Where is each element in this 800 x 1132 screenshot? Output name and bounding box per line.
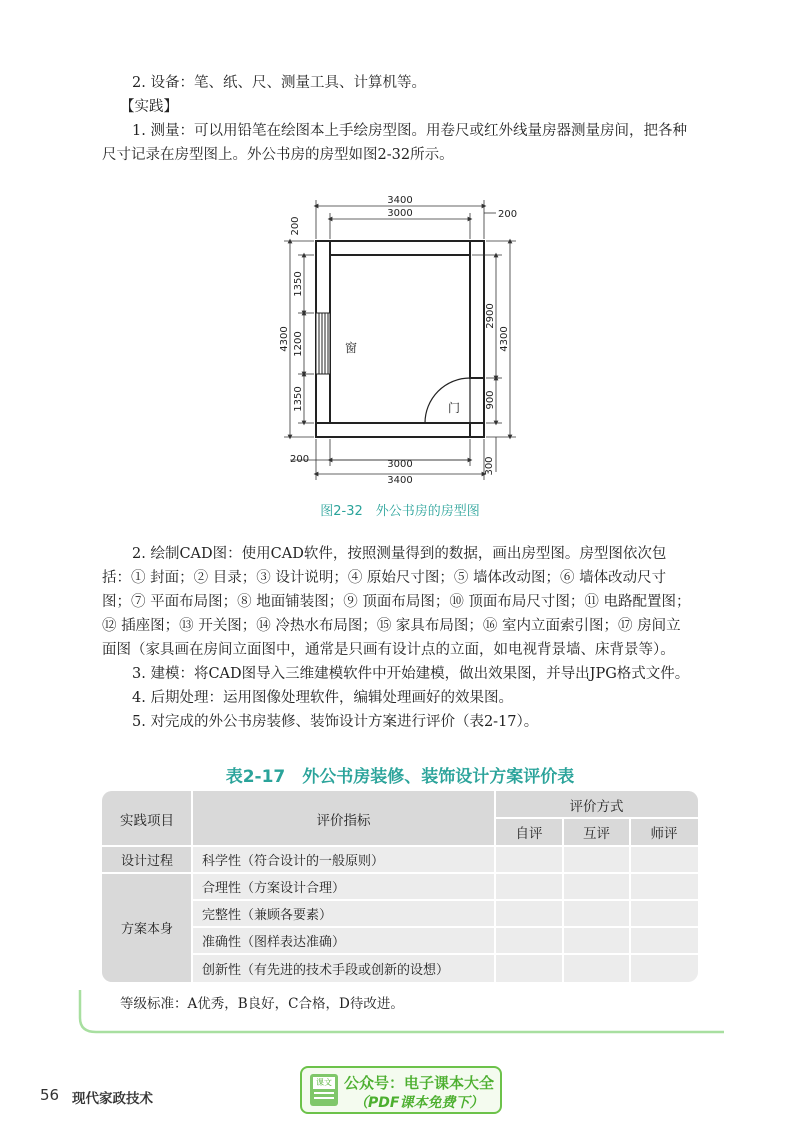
para-evaluate: 5. 对完成的外公书房装修、装饰设计方案进行评价（表2-17）。 <box>132 714 539 730</box>
header-teacher-eval: 师评 <box>650 826 678 842</box>
dim-left-top: 1350 <box>293 271 304 297</box>
book-icon <box>310 1074 338 1106</box>
window-symbol <box>316 313 330 374</box>
dim-left-total: 4300 <box>279 326 290 352</box>
header-peer-eval: 互评 <box>583 826 610 842</box>
book-icon-label: 课文 <box>313 1077 335 1089</box>
section-practice-heading: 【实践】 <box>120 99 178 115</box>
para-measure-1: 1. 测量：可以用铅笔在绘图本上手绘房型图。用卷尺或红外线量房器测量房间，把各种 <box>132 123 687 139</box>
page-number: 56 <box>40 1086 60 1104</box>
para-cad-4: ⑫ 插座图；⑬ 开关图；⑭ 冷热水布局图；⑮ 家具布局图；⑯ 室内立面索引图；⑰ 房间立 <box>102 618 681 634</box>
header-practice-project: 实践项目 <box>120 812 174 829</box>
table-row: 完整性（兼顾各要素） <box>202 908 333 923</box>
dim-bottom-left-wall: 200 <box>290 454 310 465</box>
evaluation-table <box>102 791 698 982</box>
door-label: 门 <box>448 401 461 415</box>
para-measure-2: 尺寸记录在房型图上。外公书房的房型如图2-32所示。 <box>102 147 454 163</box>
dim-right-total: 4300 <box>499 326 510 352</box>
badge-line-1: 公众号：电子课本大全 <box>344 1074 495 1092</box>
group-design-process: 设计过程 <box>120 854 173 869</box>
wechat-badge <box>300 1066 502 1114</box>
dim-left-bottom: 1350 <box>293 386 304 412</box>
badge-line-2: （PDF课本免费下） <box>354 1095 484 1111</box>
dim-bottom-outer: 3400 <box>387 475 413 486</box>
dim-bottom-inner: 3000 <box>387 459 413 470</box>
dim-top-inner: 3000 <box>387 208 413 219</box>
dim-top-right-wall: 200 <box>498 209 518 220</box>
dim-bottom-right-wall: 300 <box>484 456 495 476</box>
dim-top-left-wall: 200 <box>290 216 301 236</box>
table-row: 创新性（有先进的技术手段或创新的设想） <box>202 962 450 978</box>
para-cad-2: 括：① 封面；② 目录；③ 设计说明；④ 原始尺寸图；⑤ 墙体改动图；⑥ 墙体改动尺寸 <box>102 570 667 586</box>
para-equipment: 2. 设备：笔、纸、尺、测量工具、计算机等。 <box>132 75 426 91</box>
table-row: 合理性（方案设计合理） <box>202 881 346 896</box>
dim-right-bottom: 900 <box>485 390 496 410</box>
table-row: 科学性（符合设计的一般原则） <box>202 854 385 869</box>
header-self-eval: 自评 <box>515 826 543 842</box>
dim-left-mid: 1200 <box>293 331 304 357</box>
header-indicator: 评价指标 <box>316 812 371 829</box>
group-plan-itself: 方案本身 <box>120 922 173 937</box>
dim-top-outer: 3400 <box>387 195 413 206</box>
table-title: 表2-17 外公书房装修、装饰设计方案评价表 <box>225 767 575 787</box>
para-postprocess: 4. 后期处理：运用图像处理软件，编辑处理画好的效果图。 <box>132 690 513 706</box>
para-cad-3: 图；⑦ 平面布局图；⑧ 地面铺装图；⑨ 顶面布局图；⑩ 顶面布局尺寸图；⑪ 电路配置图； <box>102 594 691 610</box>
book-title: 现代家政技术 <box>72 1091 153 1107</box>
window-label: 窗 <box>345 341 358 355</box>
header-evaluation-method: 评价方式 <box>569 798 624 815</box>
para-cad-5: 面图（家具画在房间立面图中，通常是只画有设计点的立面，如电视背景墙、床背景等）。 <box>102 642 675 658</box>
figure-caption: 图2-32 外公书房的房型图 <box>320 504 480 519</box>
dim-right-top: 2900 <box>485 303 496 329</box>
table-row: 准确性（图样表达准确） <box>202 935 346 950</box>
para-cad-1: 2. 绘制CAD图：使用CAD软件，按照测量得到的数据，画出房型图。房型图依次包 <box>132 546 667 562</box>
grade-standard-note: 等级标准：A优秀，B良好，C合格，D待改进。 <box>120 996 404 1012</box>
para-modeling: 3. 建模：将CAD图导入三维建模软件中开始建模，做出效果图，并导出JPG格式文件。 <box>132 666 690 682</box>
